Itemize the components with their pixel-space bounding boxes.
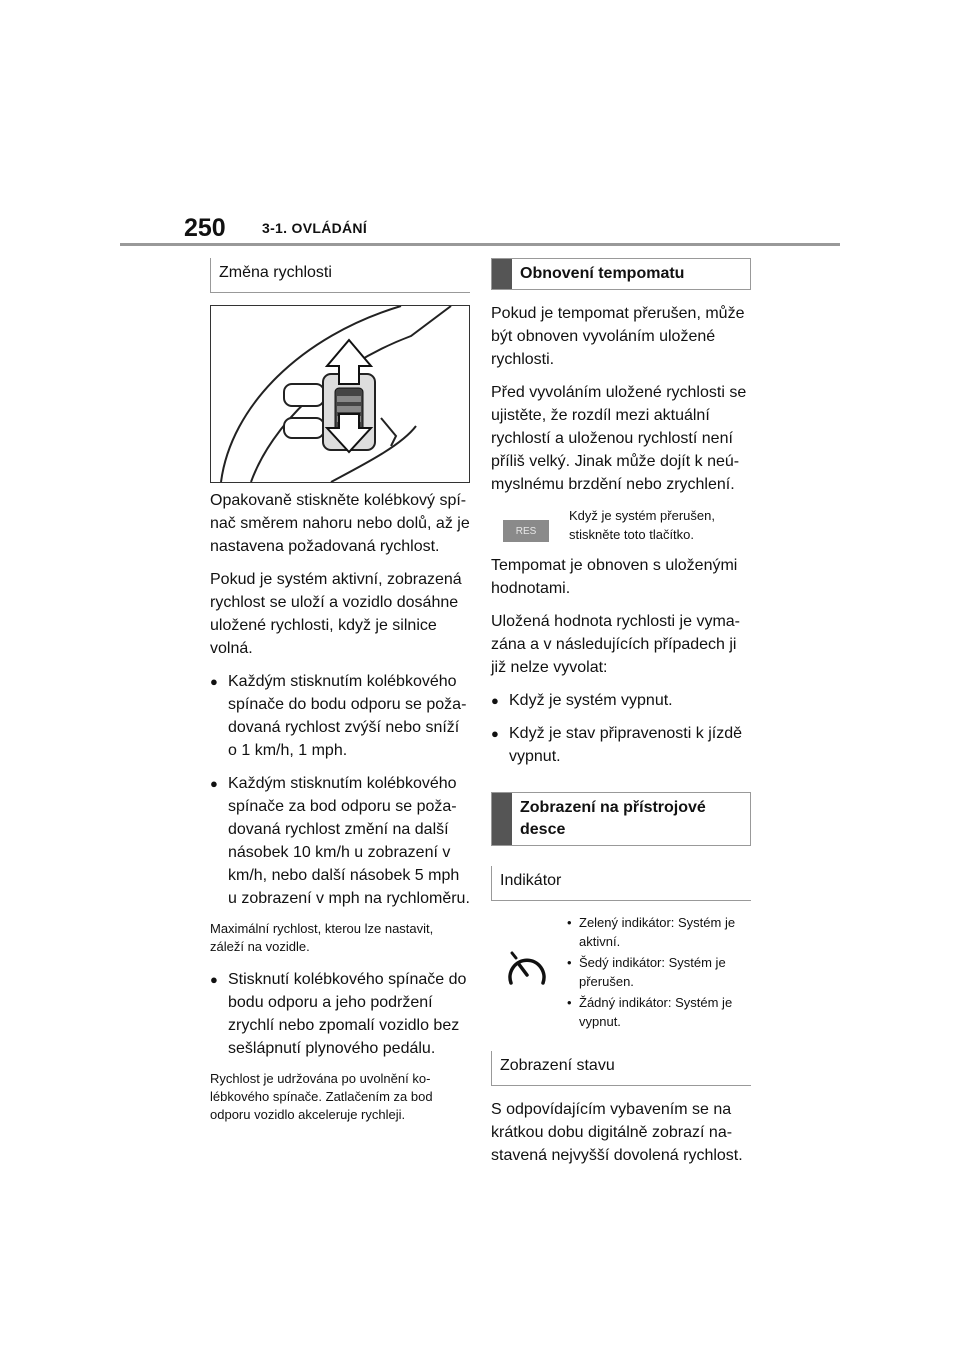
list-item: • Zelený indikátor: Systém je aktivní. <box>567 913 751 951</box>
paragraph-system-active: Pokud je systém aktivní, zobrazená rychlost se uloží a vozidlo dosáhne uložené rychlosti, když je silnice volná. <box>210 571 462 657</box>
list-item: ● Když je stav připravenosti k jízdě vypnut. <box>491 722 751 768</box>
paragraph-rocker-instruction: Opakovaně stiskněte kolébkový spí-nač směrem nahoru nebo dolů, až je nastavena požadovaná rychlost. <box>210 492 470 555</box>
heading-status-display: Zobrazení stavu <box>491 1051 751 1086</box>
cruise-control-icon <box>503 949 551 989</box>
left-column <box>210 258 470 1136</box>
indicator-row <box>491 913 751 1033</box>
heading-resume-cruise <box>491 258 751 290</box>
indicator-list <box>567 913 751 1033</box>
res-button: RES <box>503 520 549 542</box>
right-column <box>491 258 751 1177</box>
list-item: ● Každým stisknutím kolébkového spínače za bod odporu se poža-dovaná rychlost změní na další násobek 10 km/h u zobrazení v km/h, nebo další násobek 5 mph u zobrazení v mph na rychloměru. <box>210 772 470 910</box>
list-item: • Žádný indikátor: Systém je vypnut. <box>567 993 751 1031</box>
list-item: ● Každým stisknutím kolébkového spínače do bodu odporu se poža-dovaná rychlost zvýší nebo sníží o 1 km/h, 1 mph. <box>210 670 470 762</box>
bullet-list <box>491 689 751 768</box>
heading-bar <box>492 259 512 289</box>
bullet-list <box>210 670 470 910</box>
list-item: • Šedý indikátor: Systém je přerušen. <box>567 953 751 991</box>
list-item: ● Stisknutí kolébkového spínače do bodu odporu a jeho podržení zrychlí nebo zpomalí vozidlo bez sešlápnutí plynového pedálu. <box>210 968 470 1060</box>
heading-bar <box>492 793 512 845</box>
heading-indicator: Indikátor <box>491 866 751 901</box>
section-title: 3-1. OVLÁDÁNÍ <box>262 220 368 236</box>
heading-text: Obnovení tempomatu <box>520 265 685 282</box>
list-item: ● Když je systém vypnut. <box>491 689 751 712</box>
paragraph-resume: Pokud je tempomat přerušen, může být obnoven vyvoláním uložené rychlosti. <box>491 305 745 368</box>
paragraph-resumed-values: Tempomat je obnoven s uloženými hodnotami. <box>491 557 738 597</box>
res-button-row <box>491 506 751 544</box>
page-number: 250 <box>184 214 226 242</box>
res-button-description: Když je systém přerušen, stiskněte toto tlačítko. <box>569 508 715 542</box>
paragraph-stored-value-cleared: Uložená hodnota rychlosti je vyma-zána a v následujících případech ji již nelze vyvolat: <box>491 613 741 676</box>
paragraph-status-display: S odpovídajícím vybavením se na krátkou dobu digitálně zobrazí na-stavená nejvyšší dovolená rychlost. <box>491 1101 743 1164</box>
heading-speed-change: Změna rychlosti <box>210 258 470 293</box>
heading-instrument-display <box>491 792 751 846</box>
note-max-speed: Maximální rychlost, kterou lze nastavit, záleží na vozidle. <box>210 921 434 954</box>
steering-wheel-rocker-switch-illustration <box>210 305 470 483</box>
note-speed-held: Rychlost je udržována po uvolnění ko-lébkového spínače. Zatlačením za bod odporu vozidlo akceleruje rychleji. <box>210 1071 433 1122</box>
header-rule <box>120 243 840 246</box>
heading-text: Zobrazení na přístrojové desce <box>520 799 706 838</box>
paragraph-resume-warning: Před vyvoláním uložené rychlosti se ujistěte, že rozdíl mezi aktuální rychlostí a uloženou rychlostí není příliš velký. Jinak může dojít k neú-myslnému brzdění nebo zrychlení. <box>491 384 747 493</box>
bullet-list <box>210 968 470 1060</box>
